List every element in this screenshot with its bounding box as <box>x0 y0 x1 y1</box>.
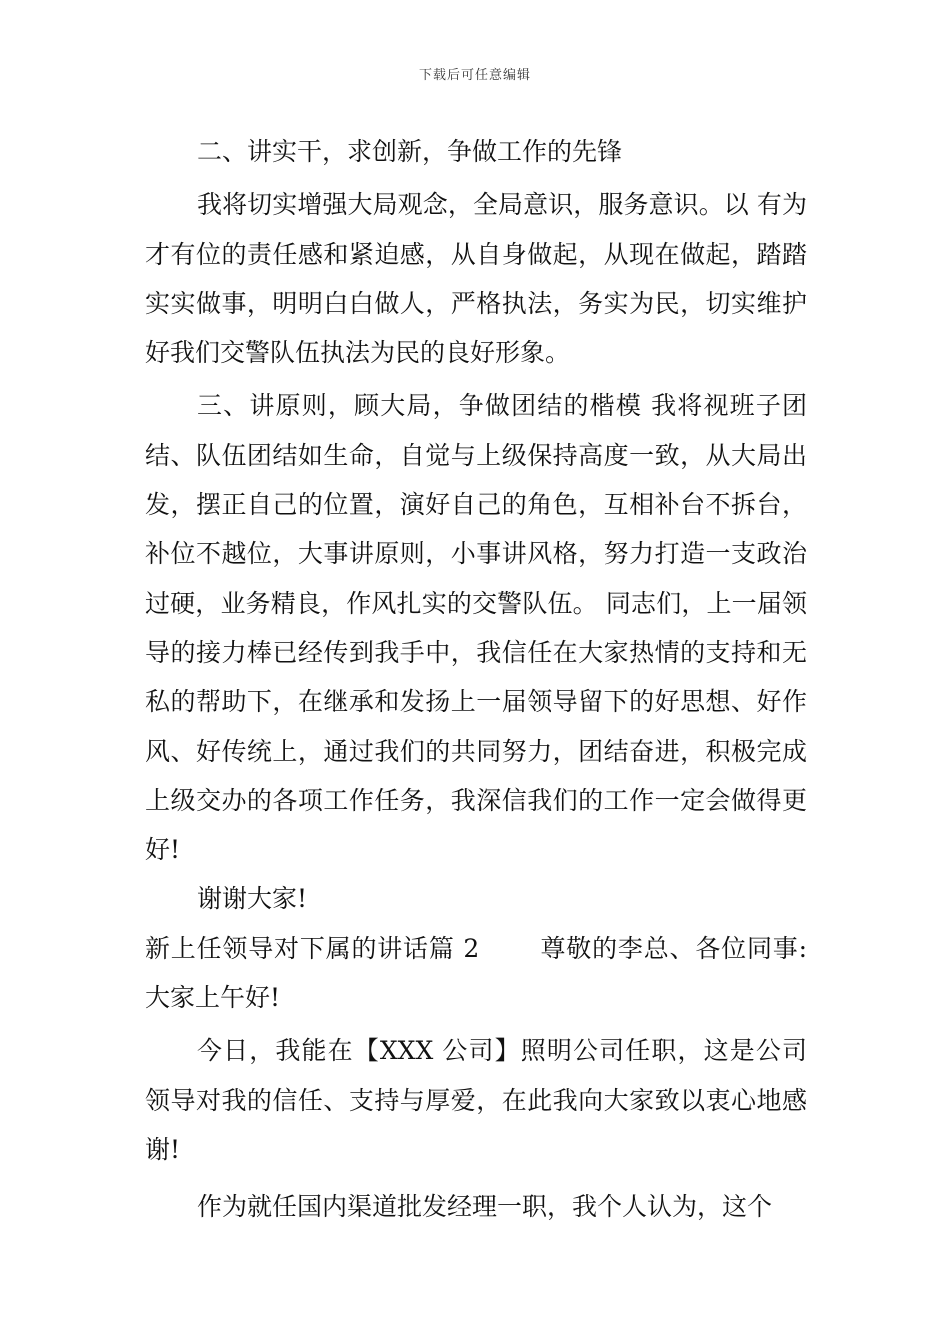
document-body <box>145 127 807 1232</box>
paragraph: 我将切实增强大局观念，全局意识，服务意识。以 有为才有位的责任感和紧迫感，从自身做起，从现在做起，踏踏实实做事，明明白白做人，严格执法，务实为民，切实维护好我们交警队伍执法为民的良好形象。 <box>145 190 807 368</box>
page-header: 下载后可任意编辑 <box>418 68 531 83</box>
section-heading-2: 二、讲实干，求创新，争做工作的先锋 <box>197 137 623 166</box>
paragraph: 三、讲原则，顾大局，争做团结的楷模 我将视班子团结、队伍团结如生命，自觉与上级保持高度一致，从大局出发，摆正自己的位置，演好自己的角色，互相补台不拆台，补位不越位，大事讲原则，小事讲风格，努力打造一支政治过硬，业务精良，作风扎实的交警队伍。 同志们，上一届领导的接力棒已经传到我手中，我信任在大家热情的支持和无私的帮助下，在继承和发扬上一届领导留下的好思想、好作风、好传统上，通过我们的共同努力，团结奋进，积极完成上级交办的各项工作任务，我深信我们的工作一定会做得更好! <box>145 391 807 865</box>
paragraph-thanks: 谢谢大家! <box>197 884 308 914</box>
paragraph: 今日，我能在【XXX 公司】照明公司任职，这是公司领导对我的信任、支持与厚爱，在此我向大家致以衷心地感谢! <box>145 1036 807 1164</box>
article-title-line: 新上任领导对下属的讲话篇 2 尊敬的李总、各位同事:大家上午好! <box>145 933 807 1013</box>
paragraph: 作为就任国内渠道批发经理一职，我个人认为，这个 <box>197 1192 773 1222</box>
